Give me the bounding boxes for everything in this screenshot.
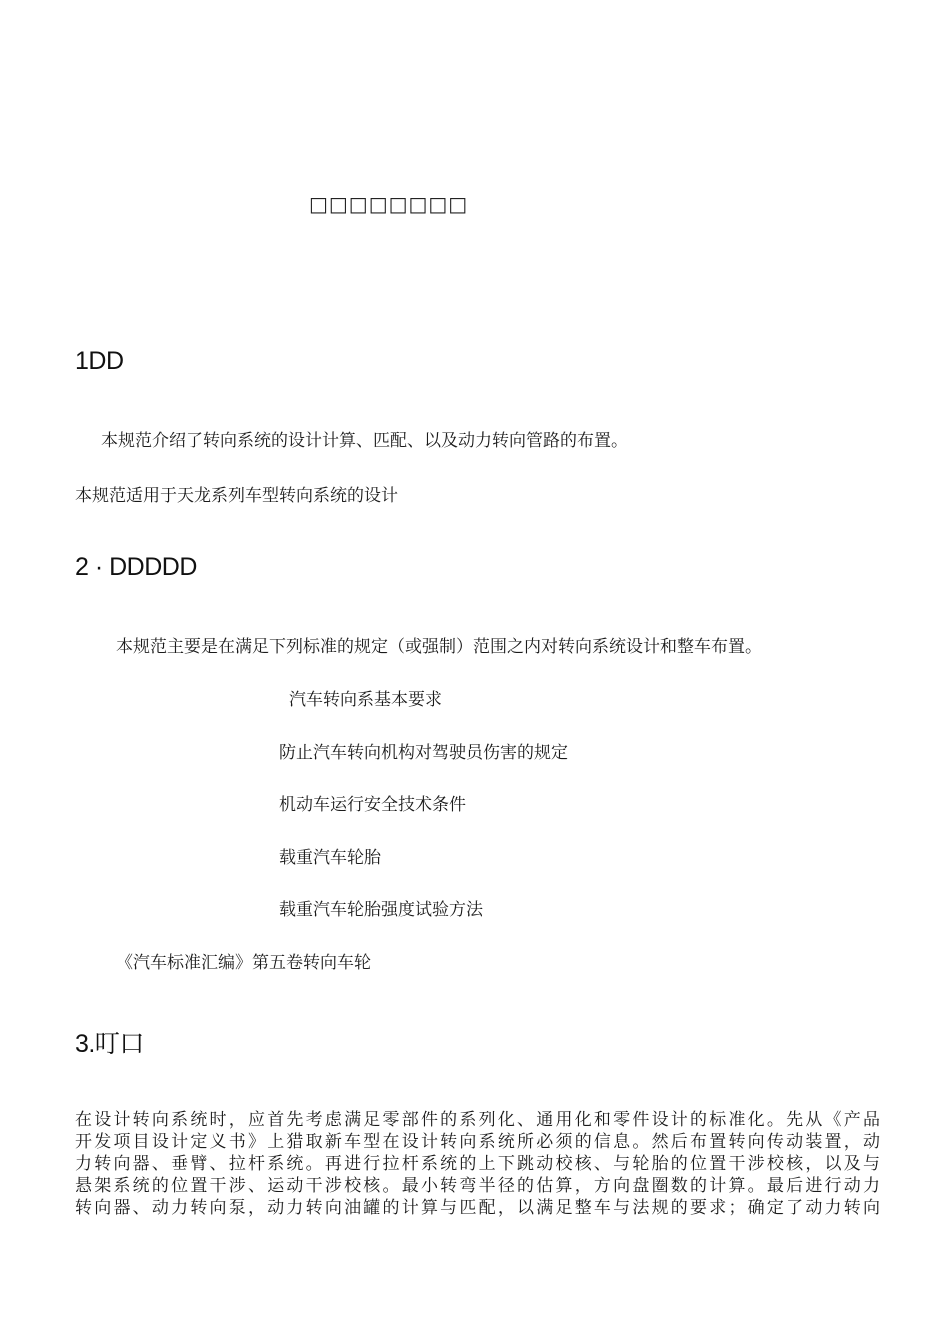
section-2-intro: 本规范主要是在满足下列标准的规定（或强制）范围之内对转向系统设计和整车布置。 xyxy=(116,637,762,657)
standard-item: 机动车运行安全技术条件 xyxy=(279,795,466,815)
section-1-paragraph-1: 本规范介绍了转向系统的设计计算、匹配、以及动力转向管路的布置。 xyxy=(101,431,628,451)
body-line: 转向器、动力转向泵，动力转向油罐的计算与匹配，以满足整车与法规的要求；确定了动力转向 xyxy=(75,1198,880,1218)
section-3-heading: 3.叮口 xyxy=(75,1030,144,1058)
body-line: 开发项目设计定义书》上猎取新车型在设计转向系统所必须的信息。然后布置转向传动装置，动 xyxy=(75,1132,880,1152)
body-line: 力转向器、垂臂、拉杆系统。再进行拉杆系统的上下跳动校核、与轮胎的位置干涉校核，以及与 xyxy=(75,1154,880,1174)
section-2-heading: 2 · DDDDD xyxy=(75,553,197,581)
standard-item: 《汽车标准汇编》第五卷转向车轮 xyxy=(116,953,371,973)
document-title: □□□□□□□□ xyxy=(309,192,469,216)
body-line: 在设计转向系统时，应首先考虑满足零部件的系列化、通用化和零件设计的标准化。先从《产品 xyxy=(75,1110,880,1130)
standard-item: 汽车转向系基本要求 xyxy=(289,690,442,710)
standard-item: 载重汽车轮胎强度试验方法 xyxy=(279,900,483,920)
section-1-paragraph-2: 本规范适用于天龙系列车型转向系统的设计 xyxy=(75,486,398,506)
body-line: 悬架系统的位置干涉、运动干涉校核。最小转弯半径的估算，方向盘圈数的计算。最后进行动力 xyxy=(75,1176,880,1196)
standard-item: 防止汽车转向机构对驾驶员伤害的规定 xyxy=(279,743,568,763)
standard-item: 载重汽车轮胎 xyxy=(279,848,381,868)
section-3-body xyxy=(75,1109,880,1219)
section-1-heading: 1DD xyxy=(75,347,124,375)
